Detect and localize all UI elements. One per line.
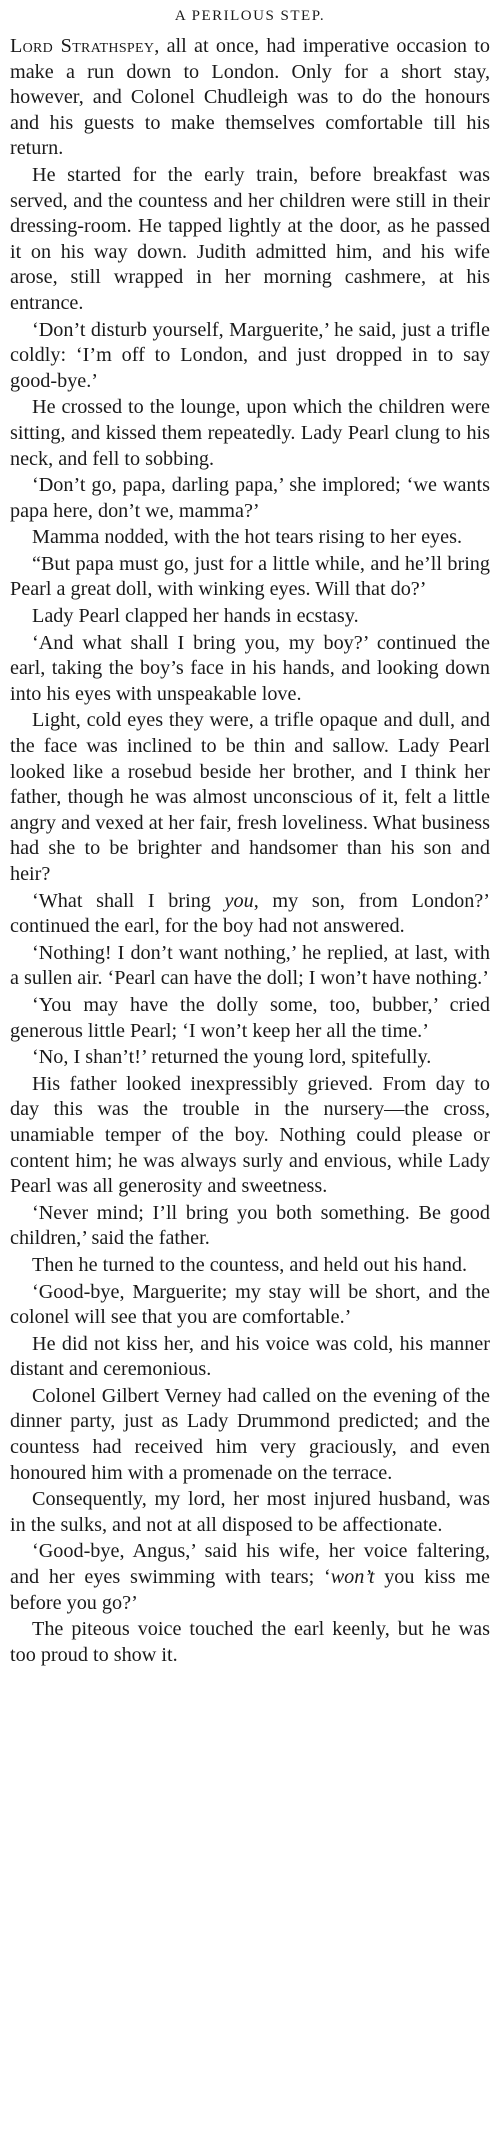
paragraph: Consequently, my lord, her most injured husband, was in the sulks, and not at all disposed to be affectionate. [10,1488,490,1536]
paragraph [10,889,490,940]
paragraph: ‘You may have the dolly some, too, bubber,’ cried generous little Pearl; ‘I won’t keep her all the time.’ [10,993,490,1042]
name-small-caps: Lord Strathspey [10,35,155,57]
paragraph: “But papa must go, just for a little while, and he’ll bring Pearl a great doll, with winking eyes. Will that do?’ [10,552,490,601]
paragraph [10,1539,490,1616]
paragraph: Colonel Gilbert Verney had called on the evening of the dinner party, just as Lady Drummond predicted; and the countess had received him very graciously, and even honoured him with a promenade on the terrace. [10,1384,490,1484]
paragraph-text: ‘Good-bye, Angus,’ said his wife, her voice faltering, and her eyes swimming with tears; ‘ [10,1540,490,1589]
paragraph: ‘No, I shan’t!’ returned the young lord, spitefully. [32,1046,432,1069]
paragraph: He started for the early train, before breakfast was served, and the countess and her children were still in their dressing-room. He tapped lightly at the door, as he passed it on his way down. Judith admitted him, and his wife arose, still wrapped in her morning cashmere, at his entrance. [10,163,490,314]
story-heading: A PERILOUS STEP. [174,8,326,24]
paragraph: ‘Don’t disturb yourself, Marguerite,’ he said, just a trifle coldly: ‘I’m off to London, and just dropped in to say good-bye.’ [10,318,490,392]
paragraph: Mamma nodded, with the hot tears rising to her eyes. [32,526,463,549]
paragraph: Light, cold eyes they were, a trifle opaque and dull, and the face was inclined to be thin and sallow. Lady Pearl looked like a rosebud beside her brother, and I think her father, though he was almost unconscious of it, felt a little angry and vexed at her fair, fresh loveliness. What business had she to be brighter and handsomer than his son and heir? [10,709,490,885]
paragraph: Lady Pearl clapped her hands in ecstasy. [32,605,359,628]
paragraph: ‘Don’t go, papa, darling papa,’ she implored; ‘we wants papa here, don’t we, mamma?’ [10,474,490,522]
paragraph: He crossed to the lounge, upon which the children were sitting, and kissed them repeatedly. Lady Pearl clung to his neck, and fell to sobbing. [10,396,490,470]
paragraph: ‘And what shall I bring you, my boy?’ continued the earl, taking the boy’s face in his hands, and looking down into his eyes with unspeakable love. [10,631,490,705]
paragraph: His father looked inexpressibly grieved. From day to day this was the trouble in the nursery—the cross, unamiable temper of the boy. Nothing could please or content him; he was always surly and envious, while Lady Pearl was all generosity and sweetness. [10,1072,490,1198]
paragraph-text: ‘What shall I bring [32,889,225,912]
paragraph: Then he turned to the countess, and held out his hand. [32,1253,468,1276]
emphasis-text: won’t [330,1566,375,1589]
paragraph: ‘Good-bye, Marguerite; my stay will be short, and the colonel will see that you are comfortable.’ [10,1280,490,1329]
paragraph [10,34,490,162]
paragraph: ‘Nothing! I don’t want nothing,’ he replied, at last, with a sullen air. ‘Pearl can have the doll; I won’t have nothing.’ [10,941,490,990]
paragraph-text: , my son, from London?’ continued the earl, for the boy had not answered. [10,889,490,938]
paragraph: The piteous voice touched the earl keenly, but he was too proud to show it. [10,1618,490,1666]
paragraph-text: you kiss me before you go?’ [10,1566,490,1614]
emphasis-text: you [224,889,254,912]
paragraph: ‘Never mind; I’ll bring you both something. Be good children,’ said the father. [10,1201,490,1250]
paragraph-text: , all at once, had imperative occasion to make a run down to London. Only for a short stay, however, and Colonel Chudleigh was to do the honours and his guests to make themselves comfortable till his return. [10,35,490,160]
paragraph: He did not kiss her, and his voice was cold, his manner distant and ceremonious. [10,1332,490,1381]
